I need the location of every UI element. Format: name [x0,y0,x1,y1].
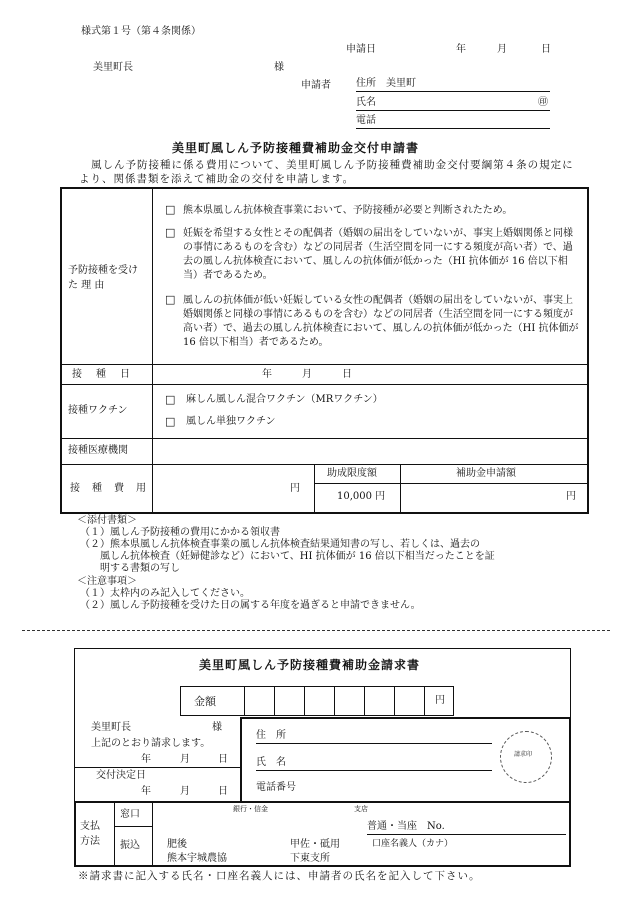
decision-day: 日 [218,786,228,797]
claimant-name-label: 氏 名 [256,757,286,768]
attachment-item: （１）風しん予防接種の費用にかかる領収書 [80,527,280,538]
cost-label: 接 種 費 用 [70,483,147,494]
address-label: 住所 美里町 [356,78,416,89]
footer-note: ※請求書に記入する氏名・口座名義人には、申請者の氏名を記入して下さい。 [78,870,481,882]
decision-month: 月 [180,786,190,797]
claim-honorific: 様 [212,722,222,733]
branch-option-kosa[interactable]: 甲佐・砥用 [290,839,340,850]
claim-seal-label: 請求印 [514,751,533,758]
claimant-address-label: 住 所 [256,730,286,741]
attachment-item: （２）熊本県風しん抗体検査事業の風しん抗体検査結果通知書の写し、若しくは、過去の [80,539,480,550]
intro-text: 風しん予防接種に係る費用について、美里町風しん予防接種費補助金交付要綱第４条の規定により、関係書類を添えて補助金の交付を申請します。 [79,159,574,185]
addressee-honorific: 様 [274,62,284,73]
cut-line [22,630,610,631]
payment-label-2: 方法 [80,836,100,847]
date-month: 月 [497,44,507,55]
claimant-address-field[interactable] [256,731,492,744]
vaccination-date-year[interactable]: 年 [262,369,272,380]
form-number: 様式第１号（第４条関係） [81,26,201,37]
cost-yen: 円 [290,483,300,494]
reason-2-text: 妊娠を希望する女性とその配偶者（婚姻の届出をしていないが、事実上婚姻関係と同様の事情にあるものを含む）などの同居者（生活空間を同一にする頻度が高い者）で、過去の風しん抗体検査において、風しんの抗体価が低かった（HI 抗体価が 16 倍以下相当）者であるため。 [183,228,573,281]
payment-window-option[interactable]: 窓口 [120,809,140,820]
vaccination-date-day[interactable]: 日 [342,369,352,380]
reason-1-checkbox[interactable]: □ [165,203,176,216]
attachments-heading: ＜添付書類＞ [77,515,137,526]
name-label: 氏名 [356,97,376,108]
attachment-item: 明する書類の写し [80,563,180,574]
reason-label: 予防接種を受け た 理 由 [68,265,138,291]
claim-month: 月 [180,754,190,765]
bank-type-label: 銀行・信金 [233,805,268,813]
payment-transfer-option[interactable]: 振込 [120,840,140,851]
vaccination-date-label: 接 種 日 [72,369,132,380]
vaccination-date-month[interactable]: 月 [302,369,312,380]
notes-heading: ＜注意事項＞ [77,576,137,587]
reason-2-checkbox[interactable]: □ [165,226,176,239]
decision-year: 年 [141,786,151,797]
reason-3-checkbox[interactable]: □ [165,293,176,306]
applicant-name-field[interactable] [356,98,550,111]
bank-option-ja-uki[interactable]: 熊本宇城農協 [167,853,227,864]
claim-text: 上記のとおり請求します。 [91,738,211,749]
branch-label: 支店 [354,805,368,813]
page-title: 美里町風しん予防接種費補助金交付申請書 [172,141,420,155]
bank-option-higo[interactable]: 肥後 [167,839,187,850]
amount-yen: 円 [435,695,445,706]
account-type-label: 普通・当座 No. [367,821,445,832]
claim-addressee: 美里町長 [91,722,131,733]
attachment-item: 風しん抗体検査（妊婦健診など）において、HI 抗体価が 16 倍以下相当だったことを証 [80,551,495,562]
request-yen: 円 [566,491,576,502]
decision-date-label: 交付決定日 [96,770,146,781]
claim-title: 美里町風しん予防接種費補助金請求書 [199,658,421,672]
applicant-phone-field[interactable] [356,116,550,129]
vaccine-2-label: 風しん単独ワクチン [186,416,276,427]
applicant-label: 申請者 [301,80,331,91]
claimant-name-field[interactable] [256,758,492,771]
amount-label: 金額 [194,695,216,708]
request-amount-label: 補助金申請額 [456,468,516,479]
limit-label: 助成限度額 [327,468,377,479]
phone-label: 電話 [356,115,376,126]
date-label: 申請日 [346,44,376,55]
branch-option-shimohigashi[interactable]: 下東支所 [290,853,330,864]
reason-3-text: 風しんの抗体価が低い妊娠している女性の配偶者（婚姻の届出をしていないが、事実上婚姻関係と同様の事情にあるものを含む）などの同居者（生活空間を同一にする頻度が高い者）で、過去の風しん抗体検査において、風しんの抗体価が低かった（HI 抗体価が 16 倍以下相当）者であるため。 [183,295,579,348]
note-item: （１）太枠内のみ記入してください。 [80,588,250,599]
vaccine-1-checkbox[interactable]: □ [165,393,176,406]
account-holder-label: 口座名義人（カナ） [372,839,454,849]
vaccine-2-checkbox[interactable]: □ [165,415,176,428]
vaccine-1-label: 麻しん風しん混合ワクチン（MRワクチン） [186,394,383,405]
reason-1-text: 熊本県風しん抗体検査事業において、予防接種が必要と判断されたため。 [183,205,513,216]
clinic-input[interactable] [155,441,585,462]
account-number-field[interactable] [367,822,566,835]
date-day: 日 [541,44,551,55]
addressee: 美里町長 [93,62,133,73]
note-item: （２）風しん予防接種を受けた日の属する年度を過ぎると申請できません。 [80,600,421,611]
claimant-phone-label: 電話番号 [256,782,296,793]
clinic-label: 接種医療機関 [68,445,128,456]
claim-day: 日 [218,754,228,765]
claim-year: 年 [141,754,151,765]
payment-label-1: 支払 [80,821,100,832]
vaccine-label: 接種ワクチン [68,405,128,416]
amount-grid[interactable] [180,686,454,716]
limit-value: 10,000 円 [337,491,386,502]
date-year: 年 [456,44,466,55]
seal-mark: ㊞ [538,97,548,108]
applicant-address-field[interactable] [356,79,550,92]
